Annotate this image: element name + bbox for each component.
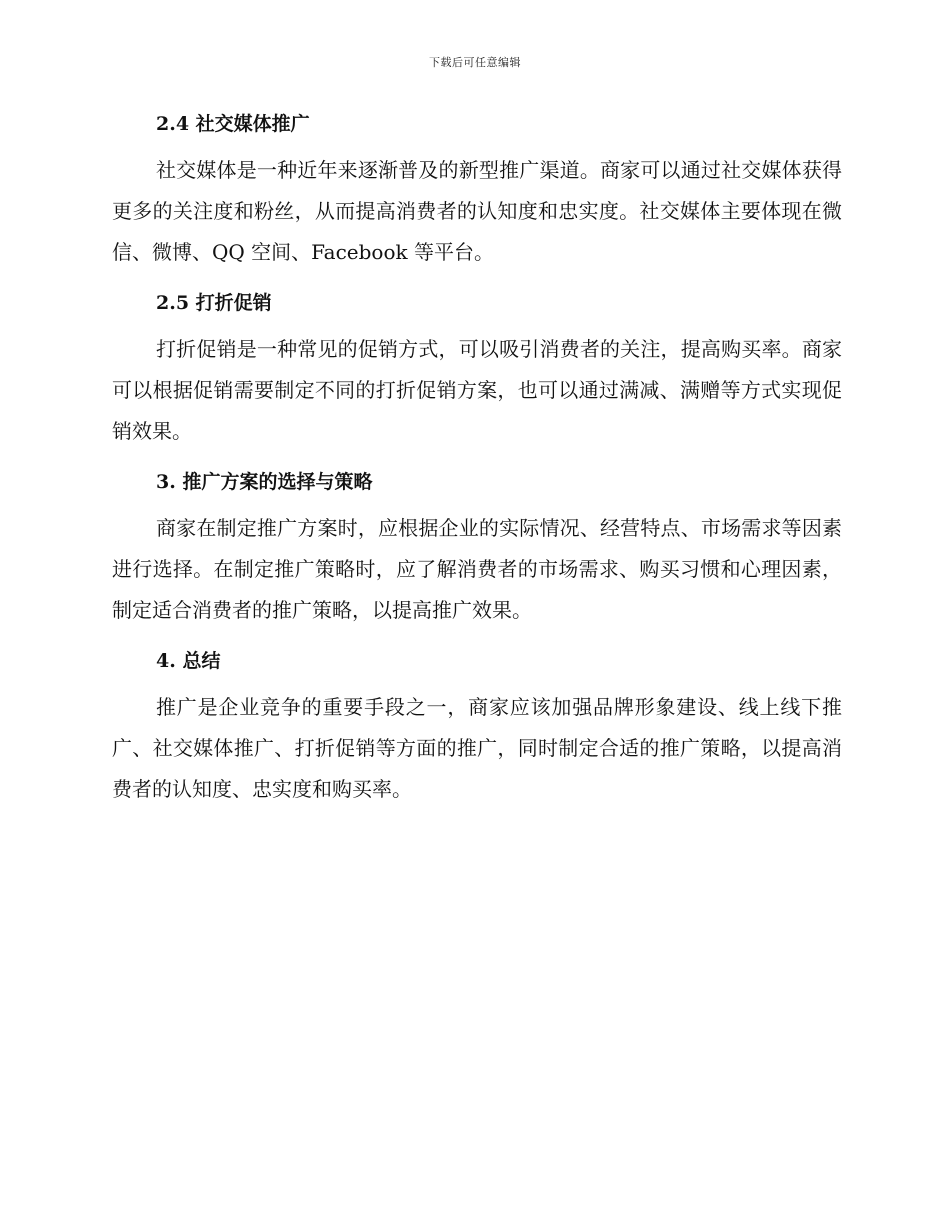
page-header: 下载后可任意编辑 [429,56,521,69]
section-title: 4. 总结 [156,650,221,672]
section-title: 3. 推广方案的选择与策略 [156,471,373,493]
document-body [112,108,842,824]
section-title: 2.4 社交媒体推广 [156,113,310,135]
section-2-5 [112,287,842,452]
section-paragraph: 商家在制定推广方案时，应根据企业的实际情况、经营特点、市场需求等因素进行选择。在制定推广策略时，应了解消费者的市场需求、购买习惯和心理因素，制定适合消费者的推广策略，以提高推广效果。 [112,516,842,622]
section-title: 2.5 打折促销 [156,292,272,314]
section-paragraph: 打折促销是一种常见的促销方式，可以吸引消费者的关注，提高购买率。商家可以根据促销需要制定不同的打折促销方案，也可以通过满减、满赠等方式实现促销效果。 [112,337,842,443]
section-4 [112,645,842,810]
section-paragraph: 社交媒体是一种近年来逐渐普及的新型推广渠道。商家可以通过社交媒体获得更多的关注度和粉丝，从而提高消费者的认知度和忠实度。社交媒体主要体现在微信、微博、QQ 空间、Facebook 等平台。 [112,158,842,264]
section-2-4 [112,108,842,273]
section-paragraph: 推广是企业竞争的重要手段之一，商家应该加强品牌形象建设、线上线下推广、社交媒体推广、打折促销等方面的推广，同时制定合适的推广策略，以提高消费者的认知度、忠实度和购买率。 [112,695,842,801]
section-3 [112,466,842,631]
